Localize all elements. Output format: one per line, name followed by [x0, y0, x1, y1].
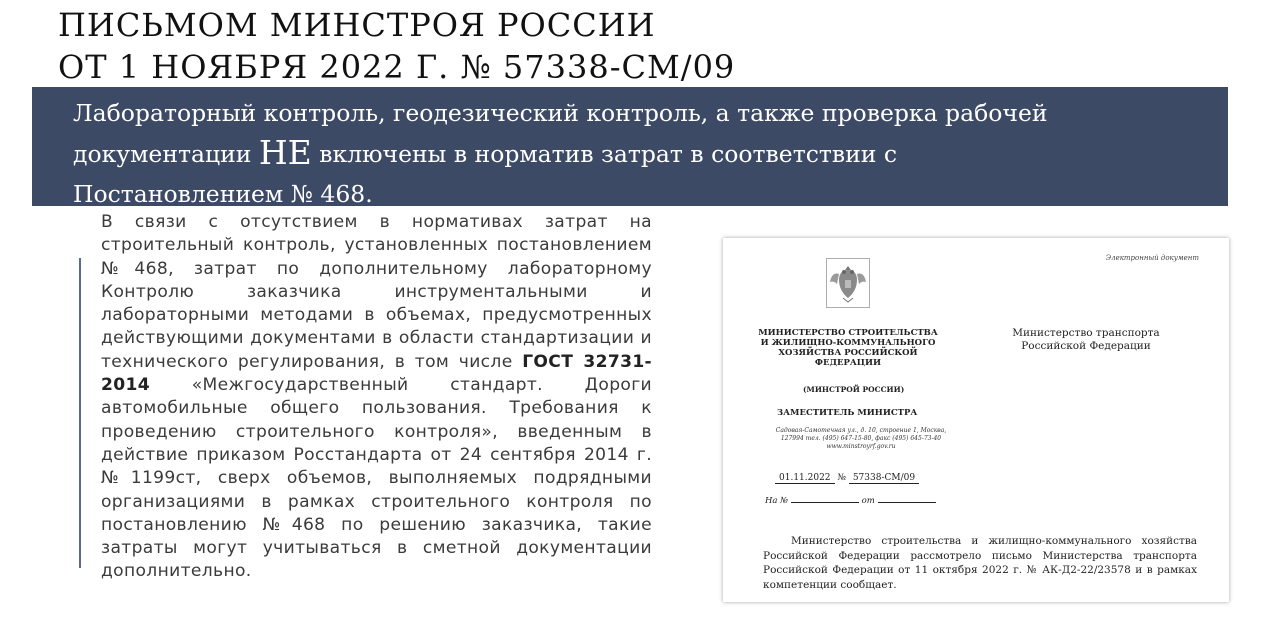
reference-line — [765, 496, 936, 506]
ministry-address: Садовая-Самотечная ул., д. 10, строение 1, Москва, 127994 тел. (495) 647-15-80, факс (495) 645-73-40 www.minstroyrf.gov.ru — [775, 427, 947, 450]
russian-coat-of-arms-icon — [826, 258, 870, 308]
letter-paragraph: Министерство строительства и жилищно-коммунального хозяйства Российской Федерации рассмотрело письмо Министерства транспорта Российской Федерации от 11 октября 2022 г. № АК-Д2-22/23578 и в рамках компетенции сообщает. — [763, 535, 1197, 591]
letter-recipient: Министерство транспорта Российской Федерации — [1012, 327, 1160, 352]
page-title — [58, 4, 735, 88]
gost-reference: ГОСТ 32731-2014 — [101, 351, 653, 396]
electronic-document-label: Электронный документ — [1105, 254, 1199, 262]
explanation-paragraph — [101, 211, 652, 584]
title-line-1: ПИСЬМОМ МИНСТРОЯ РОССИИ — [58, 6, 656, 44]
reference-from: от — [861, 496, 875, 506]
banner-line-3: Постановлением № 468. — [73, 180, 373, 208]
explanation-text-start: В связи с отсутствием в нормативах затрат на строительный контроль, установленных постановлением №468, затрат по дополнительному лабораторному Контролю заказчика инструментальными и лабораторными методами в объемах, предусмотренных действующими документами в области стандартизации и технического регулирования, в том числе — [101, 212, 652, 372]
banner-line-2-start: документации — [73, 140, 259, 168]
ministry-abbreviation: (МИНСТРОЙ РОССИИ) — [803, 385, 905, 394]
letter-scan — [723, 238, 1229, 602]
banner-emphasis: НЕ — [258, 133, 312, 172]
banner-line-2 — [73, 133, 1228, 174]
deputy-minister-title: ЗАМЕСТИТЕЛЬ МИНИСТРА — [777, 408, 918, 418]
banner-line-2-end: включены в норматив затрат в соответствии с — [311, 140, 898, 168]
reference-label: На № — [765, 496, 789, 506]
accent-divider — [79, 258, 81, 568]
ministry-name: МИНИСТЕРСТВО СТРОИТЕЛЬСТВА И ЖИЛИЩНО-КОММУНАЛЬНОГО ХОЗЯЙСТВА РОССИЙСКОЙ ФЕДЕРАЦИИ — [758, 328, 938, 368]
explanation-text-end: «Межгосударственный стандарт. Дороги автомобильные общего пользования. Требования к проведению строительного контроля», введенным в действие приказом Росстандарта от 24 сентября 2014 г. №1199ст, сверх объемов, выполняемых подрядными организациями в рамках строительного контроля по постановлению №468 по решению заказчика, такие затраты могут учитываться в сметной документации дополнительно. — [101, 375, 652, 582]
number-sign: № — [837, 473, 846, 483]
letter-date: 01.11.2022 — [775, 473, 835, 484]
letter-date-line — [775, 473, 919, 484]
title-line-2: ОТ 1 НОЯБРЯ 2022 Г. № 57338-СМ/09 — [58, 48, 736, 86]
summary-banner — [32, 87, 1228, 206]
letter-number: 57338-СМ/09 — [849, 473, 919, 484]
banner-line-1: Лабораторный контроль, геодезический контроль, а также проверка рабочей — [73, 99, 1048, 127]
